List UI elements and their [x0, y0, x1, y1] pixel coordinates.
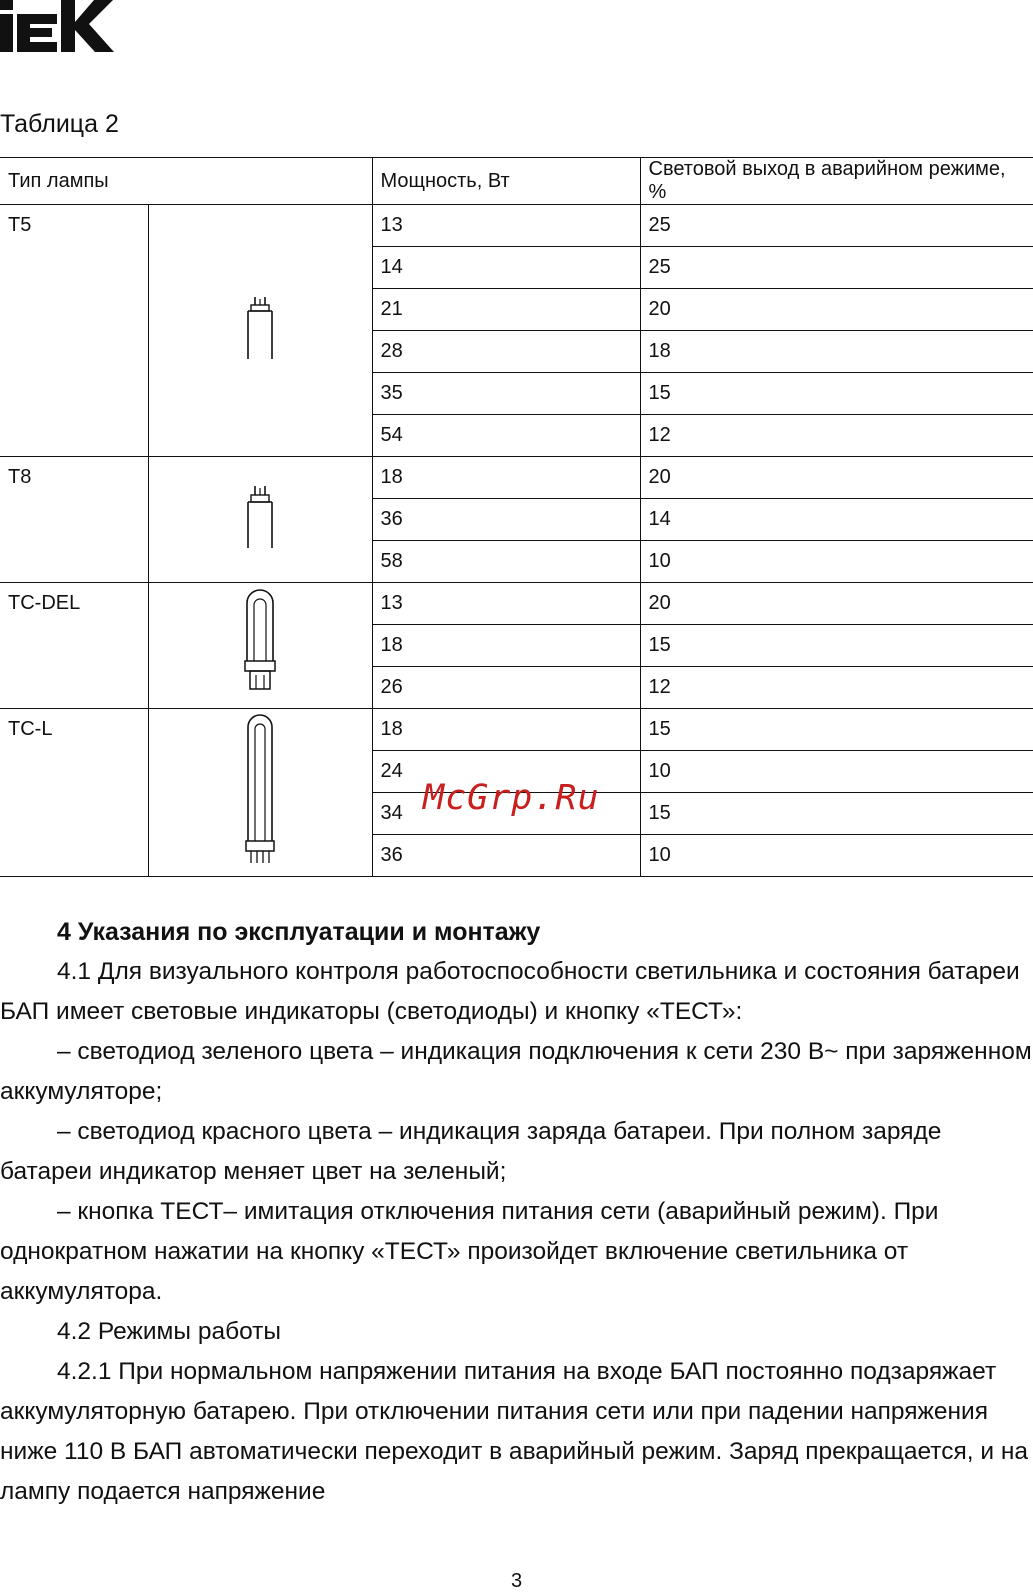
- lamp-type-cell: T5: [0, 205, 148, 457]
- output-cell: 15: [640, 373, 1033, 415]
- power-cell: 14: [372, 247, 640, 289]
- power-cell: 18: [372, 709, 640, 751]
- power-cell: 21: [372, 289, 640, 331]
- list-item: – светодиод красного цвета – индикация заряда батареи. При полном заряде батареи индикатор меняет цвет на зеленый;: [0, 1118, 942, 1185]
- lamp-image-cell: [148, 709, 372, 877]
- page-number: 3: [510, 1570, 523, 1592]
- iek-logo: [0, 0, 116, 56]
- output-cell: 25: [640, 247, 1033, 289]
- output-cell: 20: [640, 289, 1033, 331]
- paragraph: 4.2.1 При нормальном напряжении питания на входе БАП постоянно подзаряжает аккумуляторную батарею. При отключении питания сети или при падении напряжения ниже 110 В БАП автоматически переходит в аварийный режим. Заряд прекращается, и на лампу подается напряжение: [0, 1358, 1029, 1505]
- table-row: [0, 205, 1033, 247]
- tube-lamp-icon: [240, 293, 280, 363]
- tube-lamp-icon: [240, 482, 280, 552]
- table-header-row: [0, 158, 1033, 205]
- power-cell: 24: [372, 751, 640, 793]
- compact-u-lamp-icon: [240, 587, 280, 699]
- output-cell: 14: [640, 499, 1033, 541]
- lamp-type-cell: TC-DEL: [0, 583, 148, 709]
- table-caption: Таблица 2: [0, 110, 119, 138]
- lamp-image-cell: [148, 205, 372, 457]
- lamp-table: [0, 157, 1033, 877]
- power-cell: 26: [372, 667, 640, 709]
- output-cell: 15: [640, 793, 1033, 835]
- long-u-lamp-icon: [240, 713, 280, 867]
- power-cell: 18: [372, 457, 640, 499]
- watermark: McGrp.Ru: [423, 778, 600, 818]
- section-heading: 4 Указания по эксплуатации и монтажу: [57, 918, 541, 946]
- power-cell: 28: [372, 331, 640, 373]
- header-power: Мощность, Вт: [372, 158, 640, 205]
- table-row: [0, 583, 1033, 625]
- output-cell: 18: [640, 331, 1033, 373]
- list-item: – кнопка ТЕСТ– имитация отключения питания сети (аварийный режим). При однократном нажатии на кнопку «ТЕСТ» произойдет включение светильника от аккумулятора.: [0, 1198, 939, 1305]
- paragraph: 4.1 Для визуального контроля работоспособности светильника и состояния батареи БАП имеет световые индикаторы (светодиоды) и кнопку «ТЕСТ»:: [0, 958, 1020, 1025]
- table-row: [0, 709, 1033, 751]
- output-cell: 10: [640, 835, 1033, 877]
- table-row: [0, 457, 1033, 499]
- output-cell: 15: [640, 709, 1033, 751]
- power-cell: 36: [372, 835, 640, 877]
- list-item: – светодиод зеленого цвета – индикация подключения к сети 230 В~ при заряженном аккумуляторе;: [0, 1038, 1032, 1105]
- subsection-heading: 4.2 Режимы работы: [57, 1318, 282, 1345]
- output-cell: 15: [640, 625, 1033, 667]
- header-lamp-type: Тип лампы: [0, 158, 372, 205]
- power-cell: 58: [372, 541, 640, 583]
- output-cell: 25: [640, 205, 1033, 247]
- power-cell: 36: [372, 499, 640, 541]
- power-cell: 54: [372, 415, 640, 457]
- lamp-type-cell: T8: [0, 457, 148, 583]
- lamp-image-cell: [148, 583, 372, 709]
- lamp-image-cell: [148, 457, 372, 583]
- output-cell: 20: [640, 457, 1033, 499]
- output-cell: 10: [640, 541, 1033, 583]
- power-cell: 34: [372, 793, 640, 835]
- output-cell: 10: [640, 751, 1033, 793]
- output-cell: 12: [640, 415, 1033, 457]
- power-cell: 13: [372, 583, 640, 625]
- lamp-type-cell: TC-L: [0, 709, 148, 877]
- power-cell: 18: [372, 625, 640, 667]
- power-cell: 35: [372, 373, 640, 415]
- instructions-section: [0, 912, 1033, 1512]
- output-cell: 20: [640, 583, 1033, 625]
- power-cell: 13: [372, 205, 640, 247]
- header-light-output: Световой выход в аварийном режиме, %: [640, 158, 1033, 205]
- output-cell: 12: [640, 667, 1033, 709]
